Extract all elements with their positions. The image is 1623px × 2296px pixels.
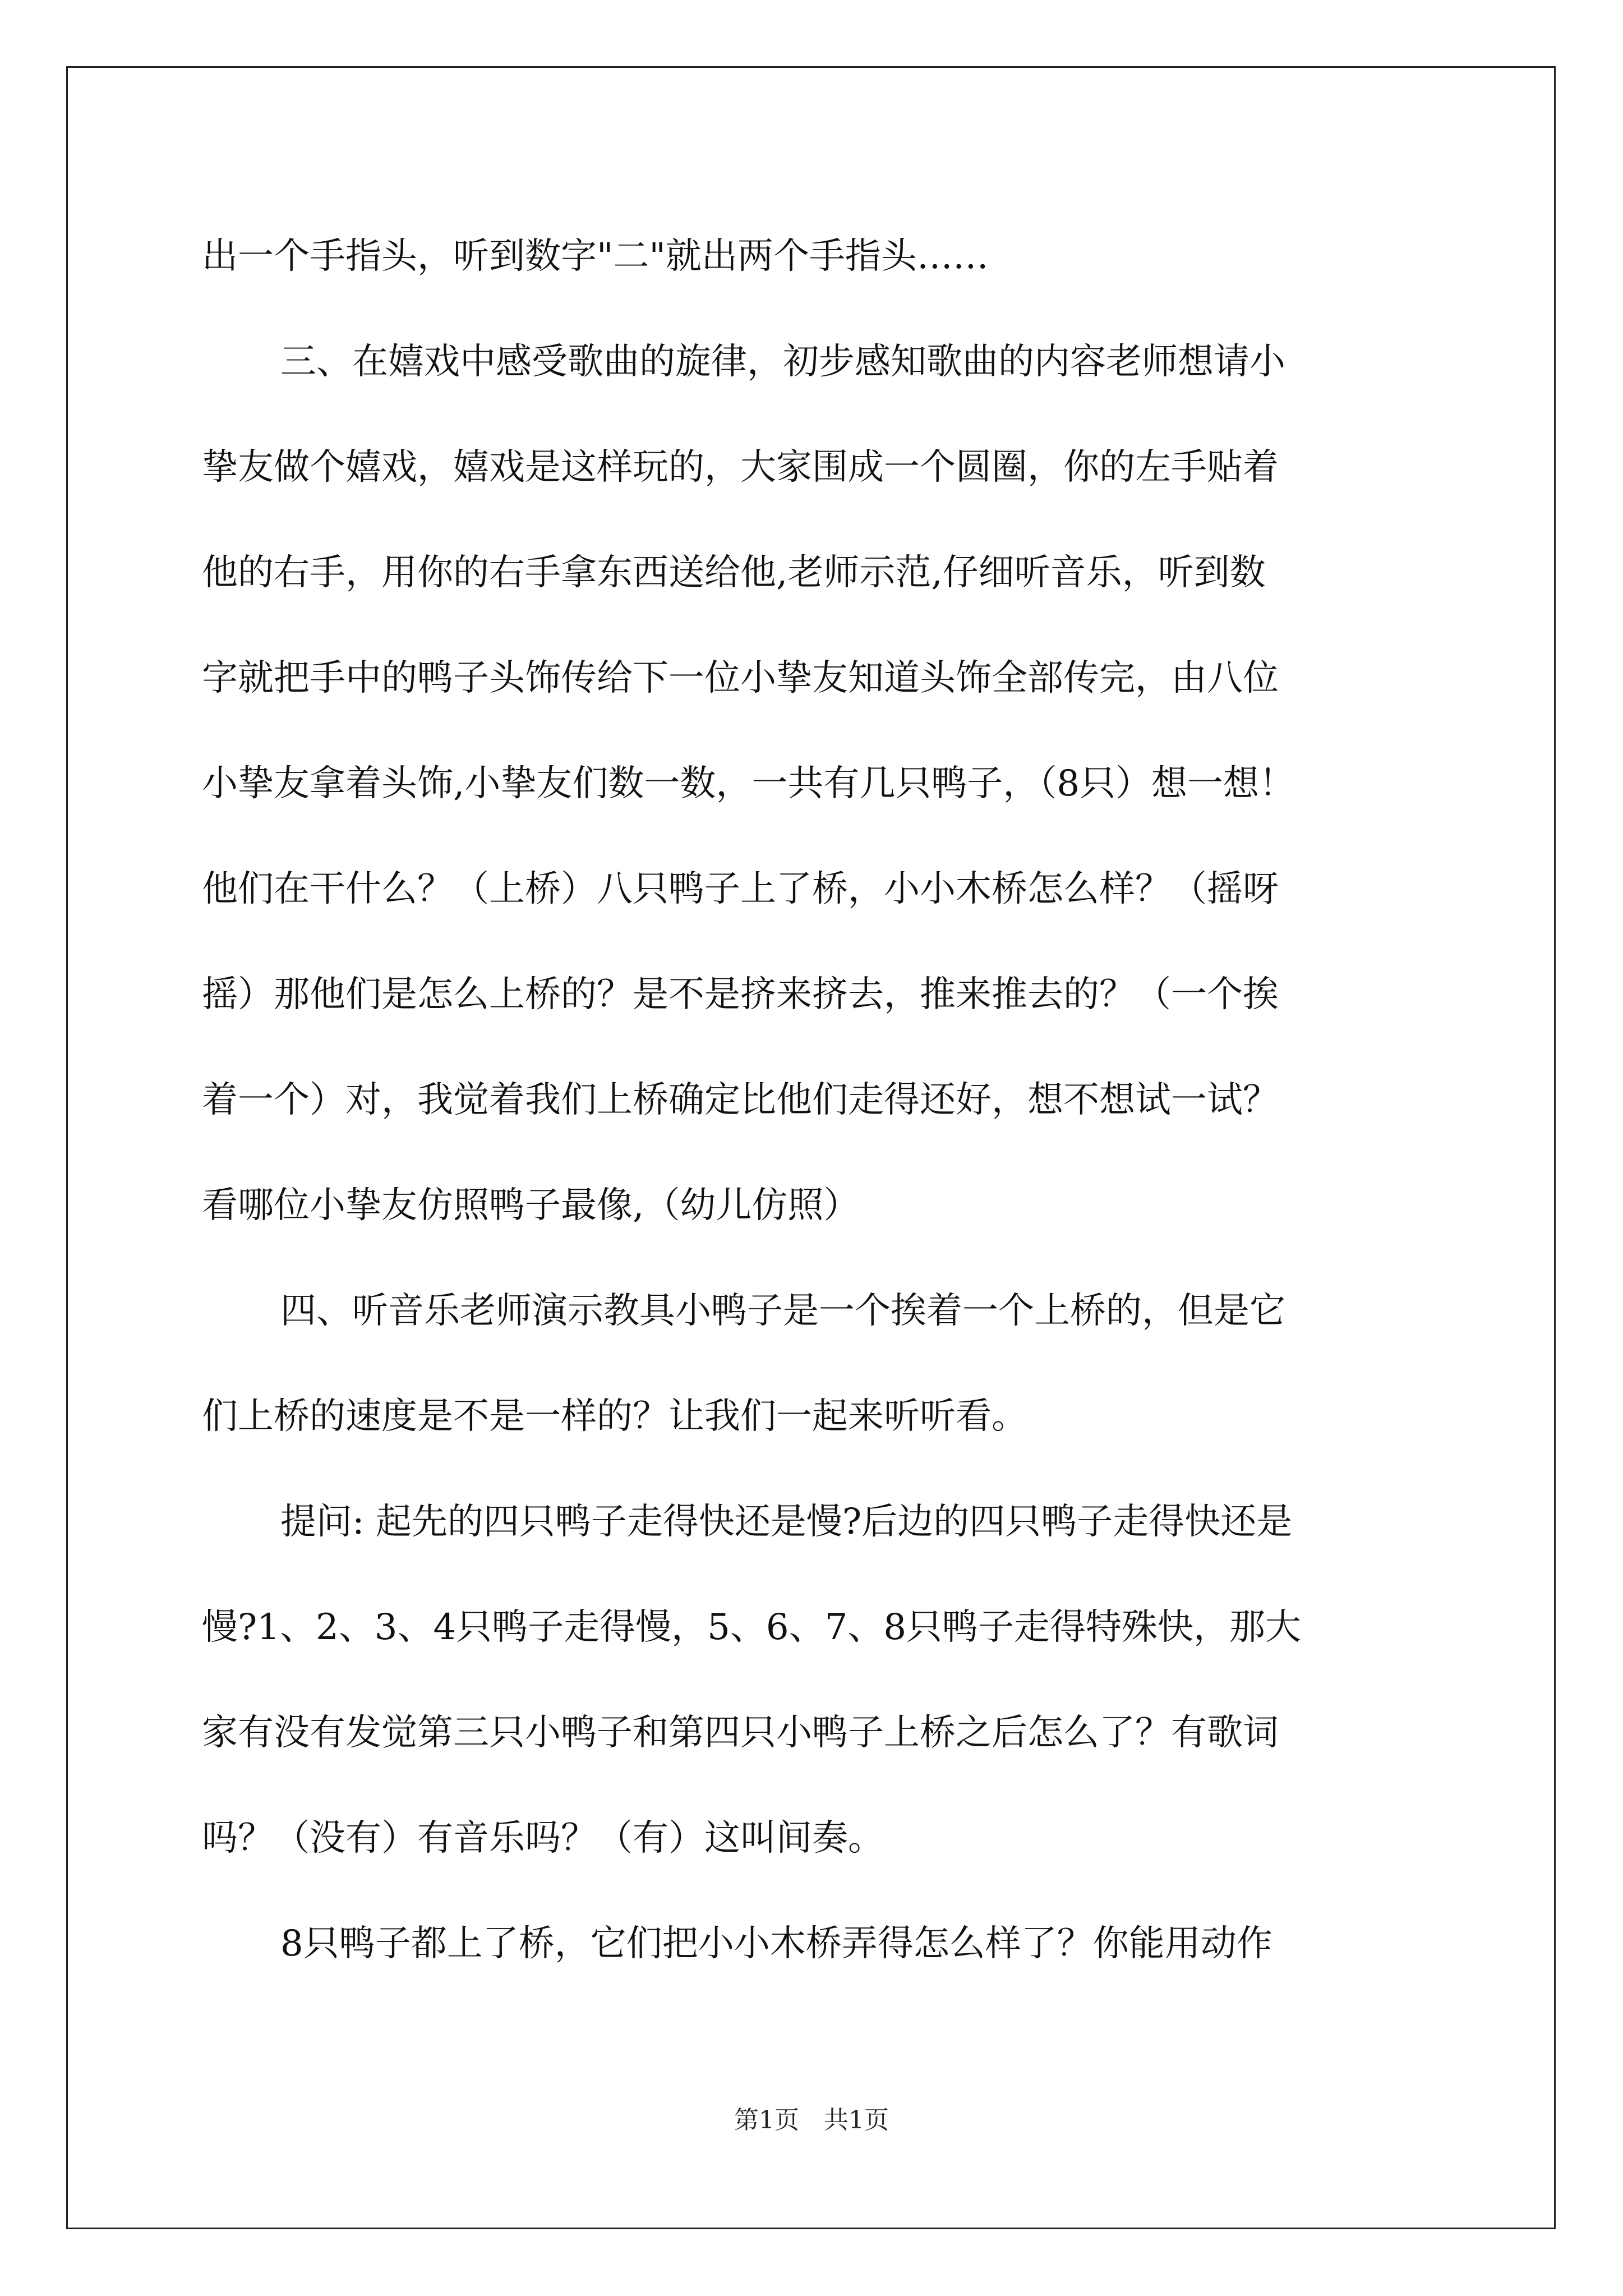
text-line — [0, 647, 1623, 709]
paragraph-start: 四、听音乐老师演示教具小鸭子是一个挨着一个上桥的，但是它 — [280, 1290, 1285, 1332]
text-line-content: 出一个手指头，听到数字"二"就出两个手指头…… — [202, 236, 989, 277]
text-line-content: 家有没有发觉第三只小鸭子和第四只小鸭子上桥之后怎么了？有歌词 — [202, 1712, 1279, 1754]
text-line — [0, 1491, 1623, 1553]
text-line-content: 他们在干什么？（上桥）八只鸭子上了桥，小小木桥怎么样？（摇呀 — [202, 868, 1279, 910]
text-line — [0, 753, 1623, 815]
text-line-content: 小挚友拿着头饰,小挚友们数一数，一共有几只鸭子，（8只）想一想！ — [202, 763, 1295, 804]
text-line-content: 慢?1、2、3、4只鸭子走得慢，5、6、7、8只鸭子走得特殊快，那大 — [202, 1607, 1302, 1648]
paragraph-start: 三、在嬉戏中感受歌曲的旋律，初步感知歌曲的内容老师想请小 — [280, 341, 1285, 383]
text-line-content: 字就把手中的鸭子头饰传给下一位小挚友知道头饰全部传完，由八位 — [202, 657, 1279, 699]
text-line — [0, 226, 1623, 287]
text-line — [0, 331, 1623, 393]
paragraph-start: 提问: 起先的四只鸭子走得快还是慢?后边的四只鸭子走得快还是 — [280, 1501, 1293, 1543]
text-line-content: 他的右手，用你的右手拿东西送给他,老师示范,仔细听音乐，听到数 — [202, 552, 1266, 593]
text-line-content: 看哪位小挚友仿照鸭子最像,（幼儿仿照） — [202, 1185, 860, 1226]
text-line — [0, 1069, 1623, 1131]
text-line — [0, 1596, 1623, 1658]
text-line — [0, 1386, 1623, 1447]
text-line — [0, 1175, 1623, 1236]
text-line-content: 摇）那他们是怎么上桥的？是不是挤来挤去，推来推去的？（一个挨 — [202, 974, 1279, 1015]
text-line — [0, 1807, 1623, 1869]
text-line-content: 着一个）对，我觉着我们上桥确定比他们走得还好，想不想试一试？ — [202, 1079, 1279, 1121]
text-line — [0, 542, 1623, 604]
text-line — [0, 1702, 1623, 1764]
text-line — [0, 1913, 1623, 1975]
text-line-content: 吗？（没有）有音乐吗？（有）这叫间奏。 — [202, 1818, 884, 1859]
text-line — [0, 964, 1623, 1025]
text-line-content: 挚友做个嬉戏，嬉戏是这样玩的，大家围成一个圆圈，你的左手贴着 — [202, 447, 1279, 488]
text-line — [0, 1280, 1623, 1342]
text-line — [0, 858, 1623, 920]
text-line-content: 们上桥的速度是不是一样的？让我们一起来听听看。 — [202, 1396, 1027, 1437]
paragraph-start: 8只鸭子都上了桥，它们把小小木桥弄得怎么样了？你能用动作 — [280, 1923, 1272, 1964]
page-footer: 第1页 共1页 — [734, 2106, 889, 2134]
text-line — [0, 436, 1623, 498]
